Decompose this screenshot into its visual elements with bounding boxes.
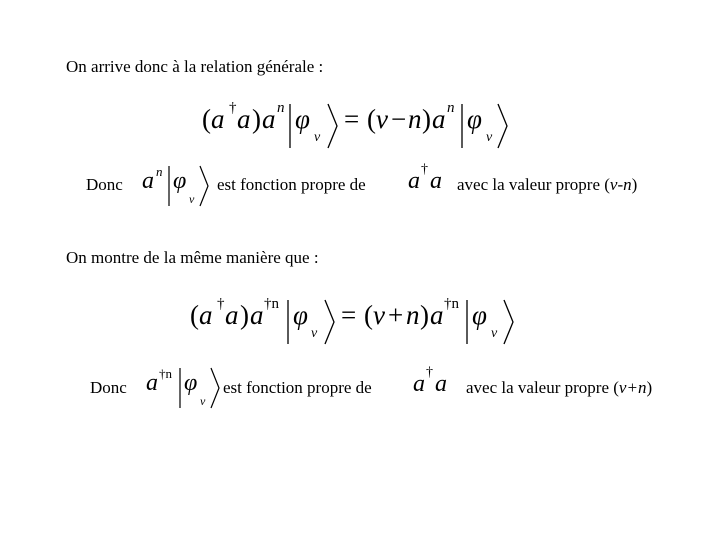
eq2-paren-close: )	[240, 300, 249, 330]
eq2-ket2	[503, 300, 515, 344]
eq1-n2: n	[447, 100, 455, 116]
eq2-dagger-n2: †n	[444, 296, 459, 312]
operator-1	[408, 162, 448, 202]
eq1-ket	[327, 104, 339, 148]
k2-dagger-n: †n	[159, 366, 172, 381]
eq1-paren-open2: (	[367, 104, 376, 134]
eq2-paren-close2: )	[420, 300, 429, 330]
eq1-a2: a	[237, 104, 251, 134]
operator-2	[413, 365, 453, 405]
eq2-a2: a	[225, 300, 239, 330]
eq2-ket	[324, 300, 336, 344]
k1-ket	[199, 166, 209, 206]
eq1-phi2: φ	[467, 104, 482, 134]
eq2-dagger: †	[217, 296, 225, 312]
intro-text-2: On montre de la même manière que :	[66, 248, 319, 267]
op2-dagger: †	[426, 365, 433, 380]
eq1-bar	[289, 104, 293, 148]
eq1-minus: −	[391, 104, 407, 134]
eq2-nn: n	[406, 300, 420, 330]
eigen-text-1: est fonction propre de	[217, 175, 366, 194]
eq1-paren-close2: )	[422, 104, 431, 134]
eq1-paren-close: )	[252, 104, 261, 134]
eq2-a4: a	[430, 300, 444, 330]
k2-ket	[210, 368, 220, 408]
eq1-ket2	[497, 104, 509, 148]
k2-a: a	[146, 370, 158, 396]
eq1-v: v	[314, 130, 321, 145]
k1-v: v	[189, 192, 195, 206]
k2-bar	[179, 368, 183, 408]
k1-n: n	[156, 164, 163, 179]
eq2-equals: =	[341, 300, 357, 330]
eq1-v2: v	[486, 130, 493, 145]
ket-expression-1	[142, 164, 212, 210]
eigenvalue-text-2: avec la valeur propre (v+n)	[466, 378, 653, 397]
equation-1	[202, 100, 522, 150]
eq1-a3: a	[262, 104, 276, 134]
eq2-paren-open2: (	[364, 300, 373, 330]
donc-label-1: Donc	[86, 175, 123, 194]
eq1-paren-open: (	[202, 104, 211, 134]
eq2-a3: a	[250, 300, 264, 330]
eq1-dagger: †	[229, 100, 237, 116]
eq2-paren-open: (	[190, 300, 199, 330]
eq2-phi2: φ	[472, 300, 487, 330]
eq2-a: a	[199, 300, 213, 330]
eq2-bar	[287, 300, 291, 344]
eq2-vv: v	[373, 300, 385, 330]
ket-expression-2	[146, 366, 226, 412]
eq2-bar2	[466, 300, 470, 344]
eq1-nn: n	[408, 104, 422, 134]
eq2-v: v	[311, 326, 318, 341]
equation-2	[190, 296, 520, 346]
k1-a: a	[142, 168, 154, 194]
op2-a: a	[413, 371, 425, 397]
eq1-n: n	[277, 100, 285, 116]
eq1-equals: =	[344, 104, 360, 134]
eigen-text-2: est fonction propre de	[223, 378, 372, 397]
op2-a2: a	[435, 371, 447, 397]
k1-phi: φ	[173, 168, 187, 194]
eq2-plus: +	[388, 300, 404, 330]
eq1-phi: φ	[295, 104, 310, 134]
eigenvalue-text-1: avec la valeur propre (v-n)	[457, 175, 638, 194]
op1-dagger: †	[421, 162, 428, 177]
op1-a2: a	[430, 168, 442, 194]
eq2-phi: φ	[293, 300, 308, 330]
k1-bar	[168, 166, 172, 206]
op1-a: a	[408, 168, 420, 194]
eq1-vv: v	[376, 104, 388, 134]
k2-v: v	[200, 394, 206, 408]
donc-label-2: Donc	[90, 378, 127, 397]
eq2-v2: v	[491, 326, 498, 341]
eq1-bar2	[461, 104, 465, 148]
k2-phi: φ	[184, 370, 198, 396]
eq1-a4: a	[432, 104, 446, 134]
eq1-a: a	[211, 104, 225, 134]
eq2-dagger-n: †n	[264, 296, 279, 312]
intro-text-1: On arrive donc à la relation générale :	[66, 57, 324, 76]
